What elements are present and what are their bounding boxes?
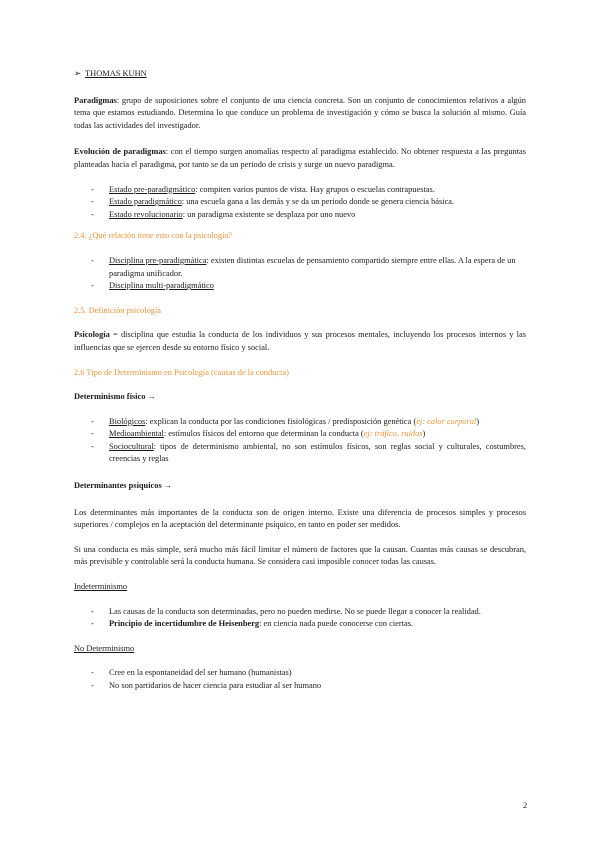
fisico-list: [74, 416, 526, 466]
heading-text: Determinantes psíquicos →: [74, 481, 173, 491]
list-item: [74, 280, 526, 293]
psiquicos-heading: [74, 480, 526, 493]
item-text: : tipos de determinismo ambiental, no son estímulos físicos, son reglas social y culturales, costumbres, creencias y reglas: [109, 441, 526, 464]
heading-text: Determinismo físico →: [74, 392, 156, 402]
item-term: Principio de incertidumbre de Heisenberg: [109, 619, 260, 629]
term: Psicología: [74, 330, 110, 340]
disciplina-list: [74, 255, 526, 293]
example: ej: calor corporal: [416, 416, 477, 426]
item-term: Sociocultural: [109, 441, 154, 451]
item-term: Medioambiental: [109, 429, 164, 439]
section-heading: [74, 68, 526, 81]
item-term: Estado revolucionario: [109, 209, 183, 219]
section-25-title: 2.5. Definición psicología: [74, 305, 161, 315]
list-item: - No son partidarios de hacer ciencia para estudiar al ser humano: [74, 680, 526, 693]
item-term: Estado pre-paradigmático: [109, 184, 196, 194]
item-text: : compiten varios puntos de vista. Hay grupos o escuelas contrapuestas.: [195, 184, 435, 194]
item-term: Biológicos: [109, 416, 146, 426]
heading-title: THOMAS KUHN: [85, 69, 147, 78]
list-item: [74, 209, 526, 222]
fisico-heading: [74, 391, 526, 404]
no-determinismo-heading: No Determinismo: [74, 643, 135, 653]
list-item: [74, 416, 526, 429]
paradigmas-paragraph: [74, 95, 526, 133]
item-term: Disciplina multi-paradigmático: [109, 281, 214, 291]
item-term: Disciplina pre-paradigmática: [109, 255, 207, 265]
psiquicos-paragraph-1: Los determinantes más importantes de la conducta son de origen interno. Existe una diferencia de procesos simples y procesos superiores / complejos en la aceptación del determinante psíquico, en tanto en poder ser medidos.: [74, 507, 526, 530]
psiquicos-paragraph-2: Si una conducta es más simple, será mucho más fácil limitar el número de factores que la causan. Cuantas más causas se descubran, más previsible y controlable será la conducta humana. Se considera casi imposible conocer todas las causas.: [74, 544, 526, 567]
item-text: : estímulos físicos del entorno que determinan la conducta (: [163, 429, 364, 439]
text: = disciplina que estudia la conducta de los individuos y sus procesos mentales, incluyendo los procesos internos y las influencias que se ejercen desde su entorno físico y social.: [74, 330, 526, 352]
example: ej: tráfico, ruidos: [363, 429, 423, 439]
estado-list: [74, 184, 526, 222]
list-item: [74, 441, 526, 466]
item-after: ): [422, 429, 426, 439]
indeterminismo-list: [74, 606, 526, 631]
list-item: [74, 196, 526, 209]
no-determinismo-list: [74, 667, 526, 692]
text: : grupo de suposiciones sobre el conjunto de una ciencia concreta. Son un conjunto de conocimientos relativos a algún tema que estamos estudiando. Determina lo que conduce un problema de investigación y cómo se busca la solución al mismo. Guía todas las actividades del investigador.: [74, 95, 526, 130]
list-item: - Cree en la espontaneidad del ser humano (humanistas): [74, 667, 526, 680]
page-number: 2: [523, 801, 528, 810]
list-item: [74, 255, 526, 280]
list-item: [74, 606, 526, 619]
term: Paradigmas: [74, 95, 117, 105]
item-text: : una escuela gana a las demás y se da un periodo donde se genera ciencia básica.: [181, 197, 455, 207]
document-page: [74, 68, 526, 693]
psicologia-paragraph: [74, 329, 526, 354]
text: : con el tiempo surgen anomalías respecto al paradigma establecido. No obtener respuesta a las preguntas planteadas hacia el paradigma, por tanto se da un periodo de crisis y surge un nuevo paradigma.: [74, 147, 527, 169]
item-after: ): [476, 416, 480, 426]
term: Evolución de paradigmas: [74, 147, 166, 157]
evolucion-paragraph: [74, 146, 526, 171]
item-text: Las causas de la conducta son determinadas, pero no pueden medirse. No se puede llegar a conocer la realidad.: [109, 606, 481, 616]
item-text: : un paradigma existente se desplaza por uno nuevo: [182, 209, 356, 219]
item-text: : explican la conducta por las condiciones fisiológicas / predisposición genética (: [145, 416, 417, 426]
list-item: [74, 618, 526, 631]
section-24-title: 2.4. ¿Qué relación tiene esto con la psicología?: [74, 231, 232, 241]
list-item: [74, 184, 526, 197]
section-26-title: 2.6 Tipo de Determinismo en Psicología (causas de la conducta): [74, 367, 289, 377]
arrow-bullet-icon: ➢: [74, 69, 82, 78]
list-item: [74, 428, 526, 441]
item-term: Estado paradigmático: [109, 197, 182, 207]
item-text: : existen distintas escuelas de pensamiento compartido siempre entre ellas. A la espera de un paradigma unificador.: [109, 255, 516, 278]
indeterminismo-heading: Indeterminismo: [74, 582, 128, 592]
item-text: : en ciencia nada puede conocerse con ciertas.: [259, 619, 414, 629]
